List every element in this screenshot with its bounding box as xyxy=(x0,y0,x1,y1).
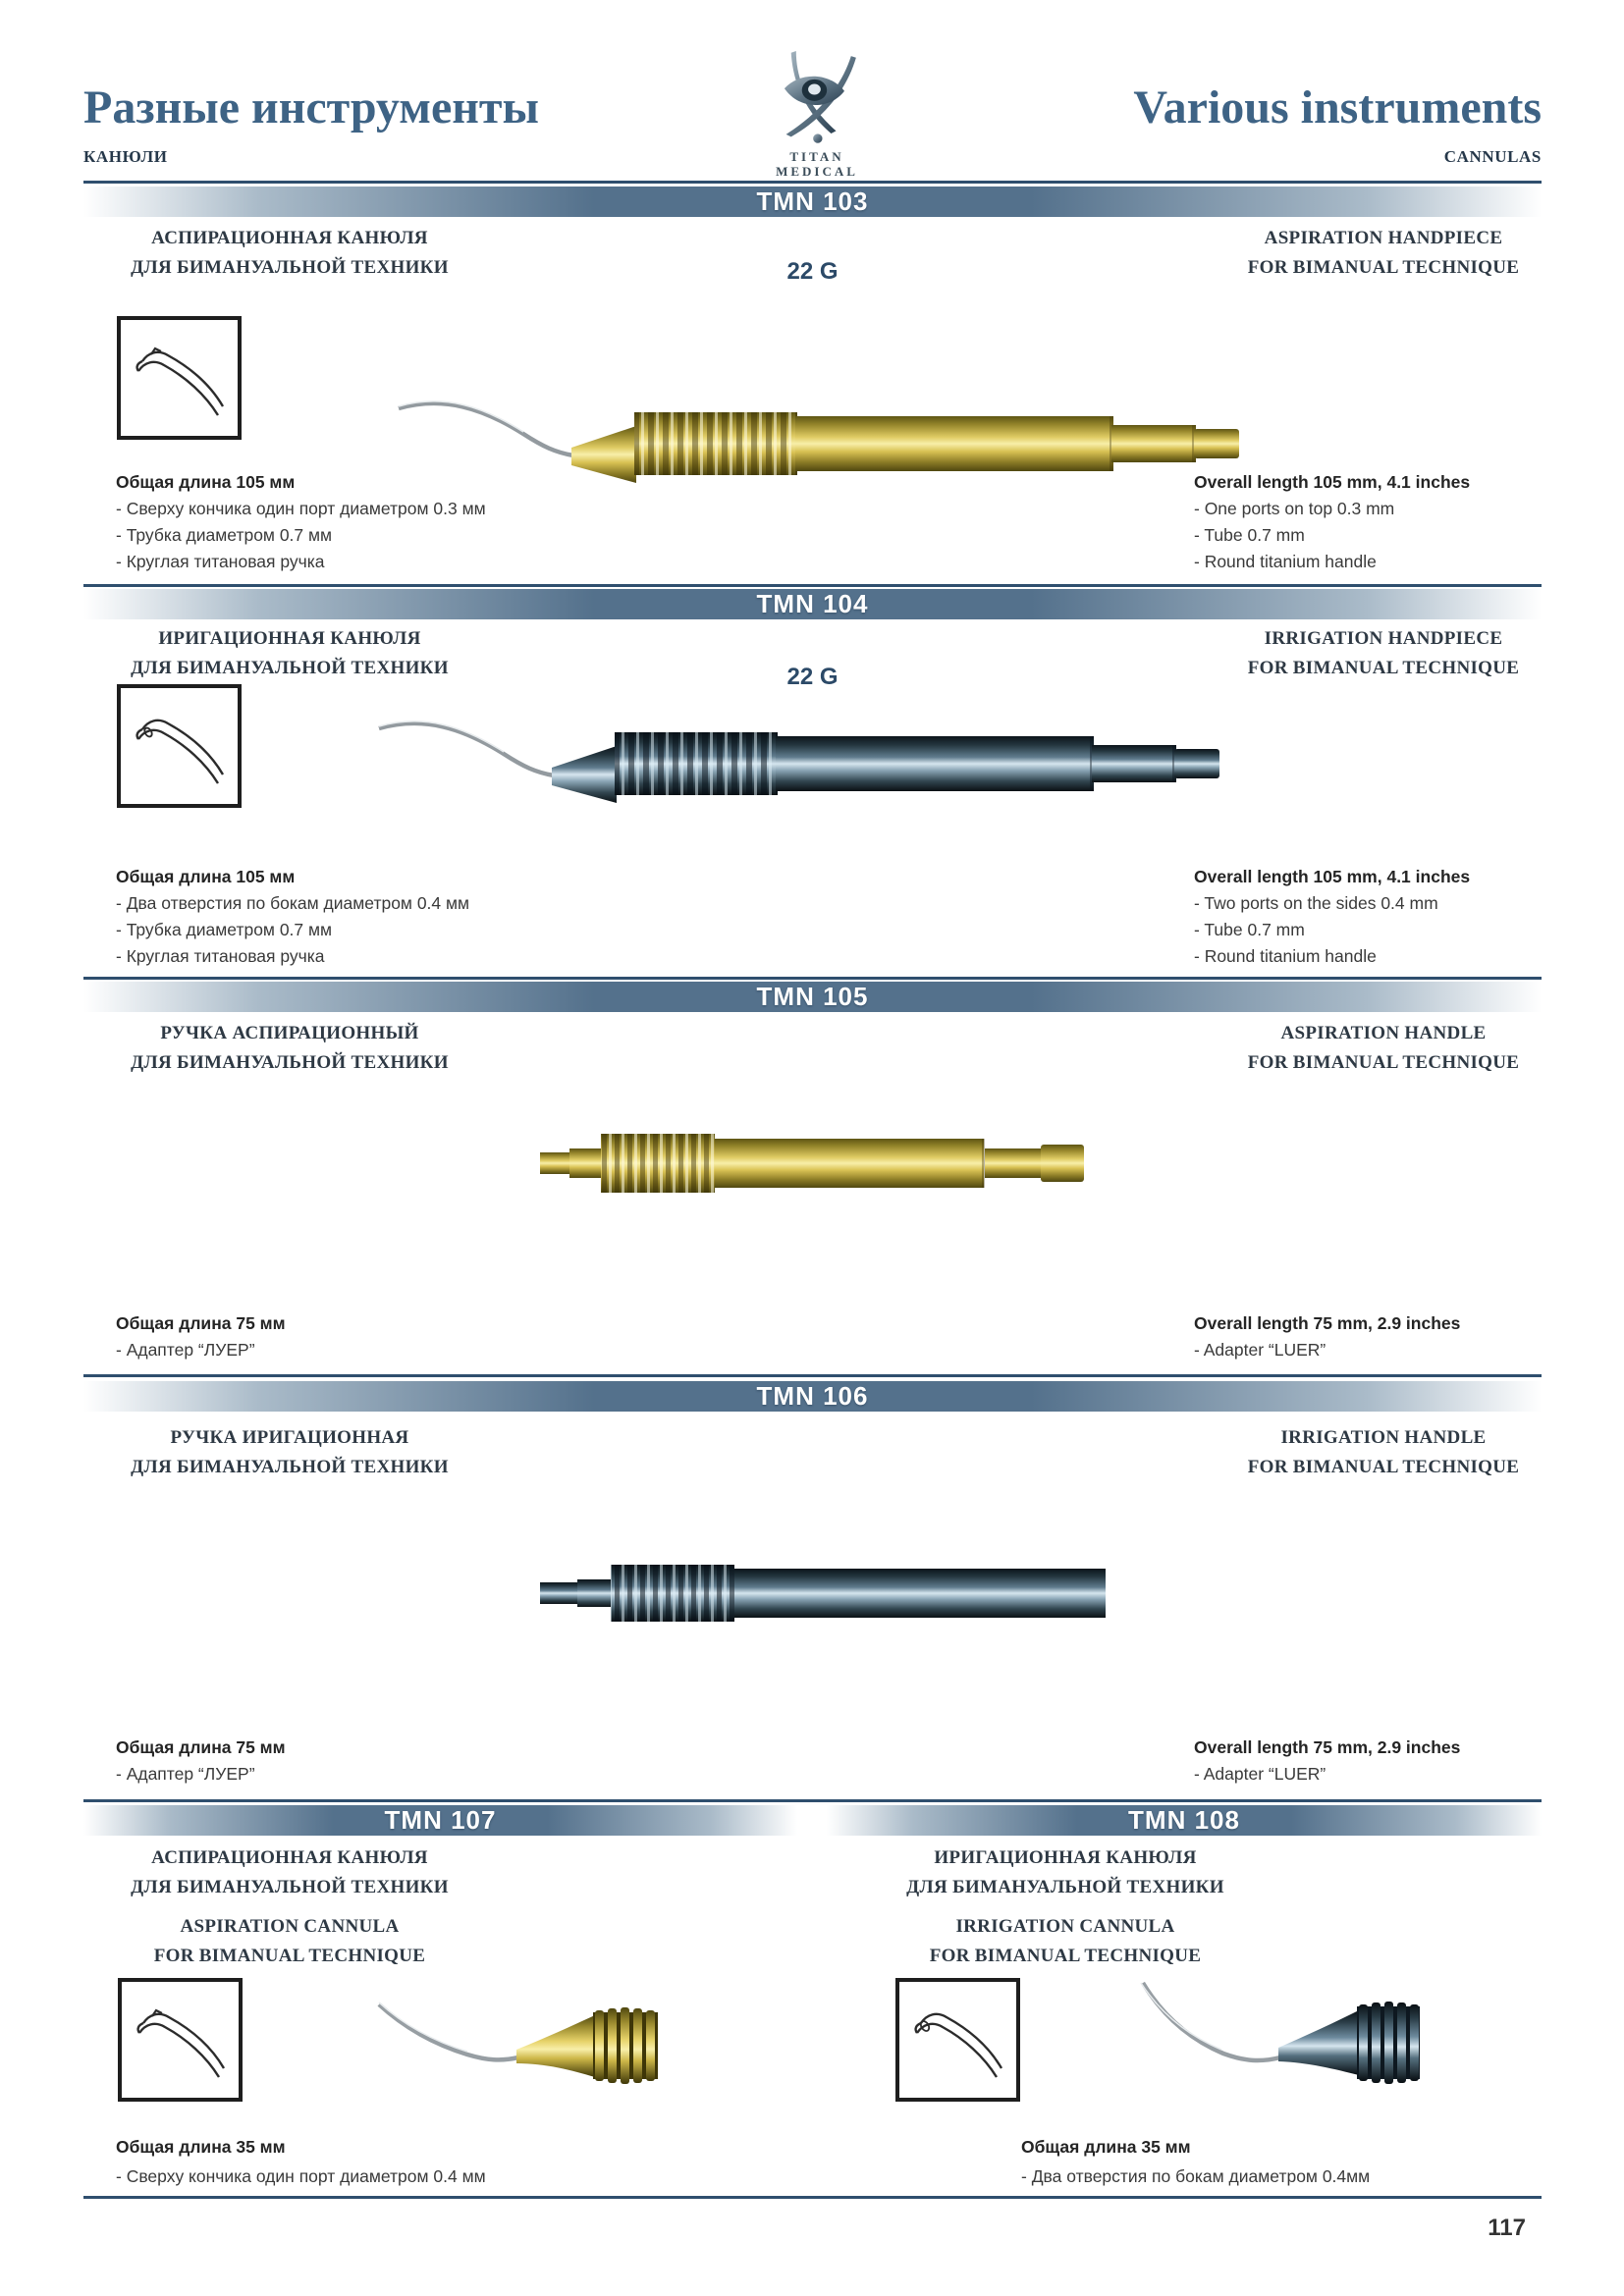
divider-rule xyxy=(83,1799,1542,1802)
tmn108-instrument-photo xyxy=(1135,1979,1435,2087)
tmn105-specs-en: Overall length 75 mm, 2.9 inches - Adapter “LUER” xyxy=(1194,1313,1461,1360)
section-band-tmn106: TMN 106 xyxy=(83,1381,1542,1412)
page-title-ru: Разные инструменты xyxy=(83,81,539,133)
tmn105-specs-ru: Общая длина 75 мм - Адаптер “ЛУЕР” xyxy=(116,1313,286,1360)
titan-medical-logo-icon xyxy=(756,51,878,144)
tmn107-title-en: ASPIRATION CANNULA FOR BIMANUAL TECHNIQUE xyxy=(153,1916,426,1966)
category-ru: КАНЮЛИ xyxy=(83,147,168,166)
tmn104-specs-ru: Общая длина 105 мм - Два отверстия по бокам диаметром 0.4 мм - Трубка диаметром 0.7 мм - Круглая титановая ручка xyxy=(116,867,470,966)
page-title-en: Various instruments xyxy=(1133,81,1542,133)
tmn106-instrument-photo xyxy=(538,1563,1108,1624)
section-band-tmn108: TMN 108 xyxy=(827,1805,1542,1836)
tmn104-tip-diagram xyxy=(117,684,242,808)
tmn104-title-en: IRRIGATION HANDPIECE FOR BIMANUAL TECHNIQUE xyxy=(1247,628,1520,678)
divider-rule xyxy=(83,584,1542,587)
tmn108-specs-ru: Общая длина 35 мм - Два отверстия по бокам диаметром 0.4мм xyxy=(1021,2137,1371,2186)
divider-rule xyxy=(83,977,1542,980)
tmn105-title-en: ASPIRATION HANDLE FOR BIMANUAL TECHNIQUE xyxy=(1247,1023,1520,1073)
tmn108-title-en: IRRIGATION CANNULA FOR BIMANUAL TECHNIQUE xyxy=(929,1916,1202,1966)
section-band-tmn104: TMN 104 xyxy=(83,589,1542,619)
tmn106-specs-en: Overall length 75 mm, 2.9 inches - Adapter “LUER” xyxy=(1194,1737,1461,1784)
tmn106-title-ru: РУЧКА ИРИГАЦИОННАЯ ДЛЯ БИМАНУАЛЬНОЙ ТЕХНИКИ xyxy=(131,1427,449,1477)
page-number: 117 xyxy=(1488,2215,1526,2241)
tmn104-title-ru: ИРИГАЦИОННАЯ КАНЮЛЯ ДЛЯ БИМАНУАЛЬНОЙ ТЕХНИКИ xyxy=(131,628,449,678)
logo-text-line1: TITAN xyxy=(789,149,844,164)
tmn104-instrument-photo xyxy=(363,713,1227,816)
tmn103-title-ru: АСПИРАЦИОННАЯ КАНЮЛЯ ДЛЯ БИМАНУАЛЬНОЙ ТЕХНИКИ xyxy=(131,228,449,278)
divider-rule xyxy=(83,181,1542,184)
divider-rule xyxy=(83,2196,1542,2199)
section-band-tmn103: TMN 103 xyxy=(83,187,1542,217)
tmn103-gauge-label: 22 G xyxy=(786,258,839,285)
category-en: CANNULAS xyxy=(1443,147,1542,166)
tmn105-title-ru: РУЧКА АСПИРАЦИОННЫЙ ДЛЯ БИМАНУАЛЬНОЙ ТЕХНИКИ xyxy=(131,1023,449,1073)
tmn106-title-en: IRRIGATION HANDLE FOR BIMANUAL TECHNIQUE xyxy=(1247,1427,1520,1477)
tmn107-instrument-photo xyxy=(369,1999,672,2089)
tmn103-title-en: ASPIRATION HANDPIECE FOR BIMANUAL TECHNIQUE xyxy=(1247,228,1520,278)
tmn103-specs-ru: Общая длина 105 мм - Сверху кончика один порт диаметром 0.3 мм - Трубка диаметром 0.7 мм - Круглая титановая ручка xyxy=(116,472,486,571)
section-band-tmn105: TMN 105 xyxy=(83,982,1542,1012)
tmn107-title-ru: АСПИРАЦИОННАЯ КАНЮЛЯ ДЛЯ БИМАНУАЛЬНОЙ ТЕХНИКИ xyxy=(131,1847,449,1897)
tmn104-specs-en: Overall length 105 mm, 4.1 inches - Two ports on the sides 0.4 mm - Tube 0.7 mm - Round titanium handle xyxy=(1194,867,1471,966)
titan-medical-logo xyxy=(729,51,905,179)
tmn107-tip-diagram xyxy=(118,1978,243,2102)
tmn108-tip-diagram xyxy=(895,1978,1020,2102)
tmn107-specs-ru: Общая длина 35 мм - Сверху кончика один порт диаметром 0.4 мм xyxy=(116,2137,486,2186)
tmn103-specs-en: Overall length 105 mm, 4.1 inches - One ports on top 0.3 mm - Tube 0.7 mm - Round titanium handle xyxy=(1194,472,1471,571)
section-band-tmn107: TMN 107 xyxy=(83,1805,797,1836)
tmn103-instrument-photo xyxy=(383,393,1247,496)
tmn108-title-ru: ИРИГАЦИОННАЯ КАНЮЛЯ ДЛЯ БИМАНУАЛЬНОЙ ТЕХНИКИ xyxy=(906,1847,1224,1897)
tmn103-tip-diagram xyxy=(117,316,242,440)
tmn106-specs-ru: Общая длина 75 мм - Адаптер “ЛУЕР” xyxy=(116,1737,286,1784)
divider-rule xyxy=(83,1374,1542,1377)
tmn105-instrument-photo xyxy=(538,1131,1088,1196)
tmn104-gauge-label: 22 G xyxy=(786,664,839,690)
logo-text-line2: MEDICAL xyxy=(776,164,858,179)
